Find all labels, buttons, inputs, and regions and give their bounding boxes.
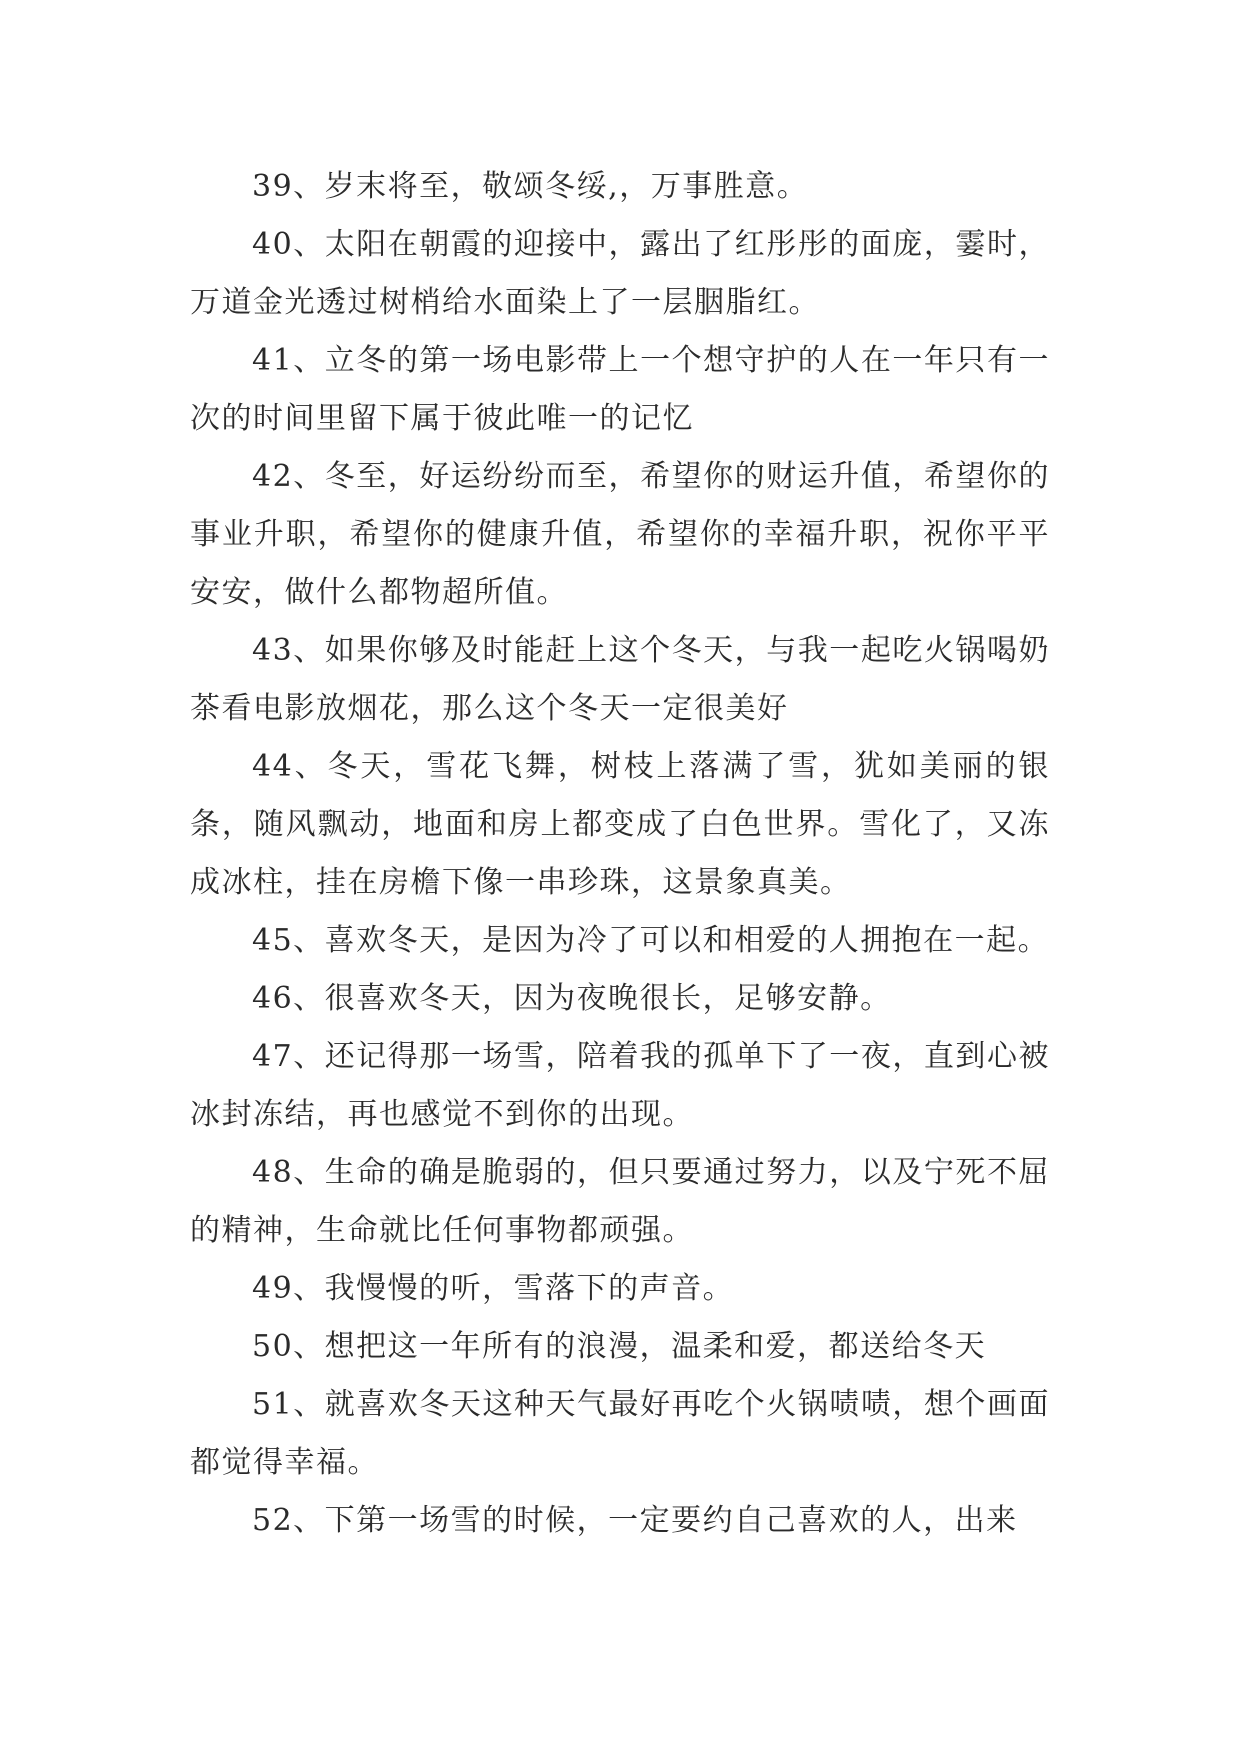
paragraph-40: 40、太阳在朝霞的迎接中，露出了红彤彤的面庞，霎时，万道金光透过树梢给水面染上了一层胭脂红。 [190,227,1050,320]
paragraph-44: 44、冬天，雪花飞舞，树枝上落满了雪，犹如美丽的银条，随风飘动，地面和房上都变成了白色世界。雪化了，又冻成冰柱，挂在房檐下像一串珍珠，这景象真美。 [190,749,1050,900]
document-body [190,158,1050,1550]
paragraph-43: 43、如果你够及时能赶上这个冬天，与我一起吃火锅喝奶茶看电影放烟花，那么这个冬天一定很美好 [190,633,1050,726]
paragraph-52: 52、下第一场雪的时候，一定要约自己喜欢的人，出来 [252,1503,1018,1538]
paragraph-41: 41、立冬的第一场电影带上一个想守护的人在一年只有一次的时间里留下属于彼此唯一的记忆 [190,343,1050,436]
paragraph-50: 50、想把这一年所有的浪漫，温柔和爱，都送给冬天 [252,1329,987,1364]
paragraph-48: 48、生命的确是脆弱的，但只要通过努力，以及宁死不屈的精神，生命就比任何事物都顽强。 [190,1155,1050,1248]
paragraph-39: 39、岁末将至，敬颂冬绥,，万事胜意。 [252,169,809,204]
paragraph-45: 45、喜欢冬天，是因为冷了可以和相爱的人拥抱在一起。 [252,923,1050,958]
paragraph-49: 49、我慢慢的听，雪落下的声音。 [252,1271,735,1306]
paragraph-51: 51、就喜欢冬天这种天气最好再吃个火锅啧啧，想个画面都觉得幸福。 [190,1387,1050,1480]
paragraph-47: 47、还记得那一场雪，陪着我的孤单下了一夜，直到心被冰封冻结，再也感觉不到你的出现。 [190,1039,1050,1132]
paragraph-42: 42、冬至，好运纷纷而至，希望你的财运升值，希望你的事业升职，希望你的健康升值，希望你的幸福升职，祝你平平安安，做什么都物超所值。 [190,459,1050,610]
paragraph-46: 46、很喜欢冬天，因为夜晚很长，足够安静。 [252,981,892,1016]
